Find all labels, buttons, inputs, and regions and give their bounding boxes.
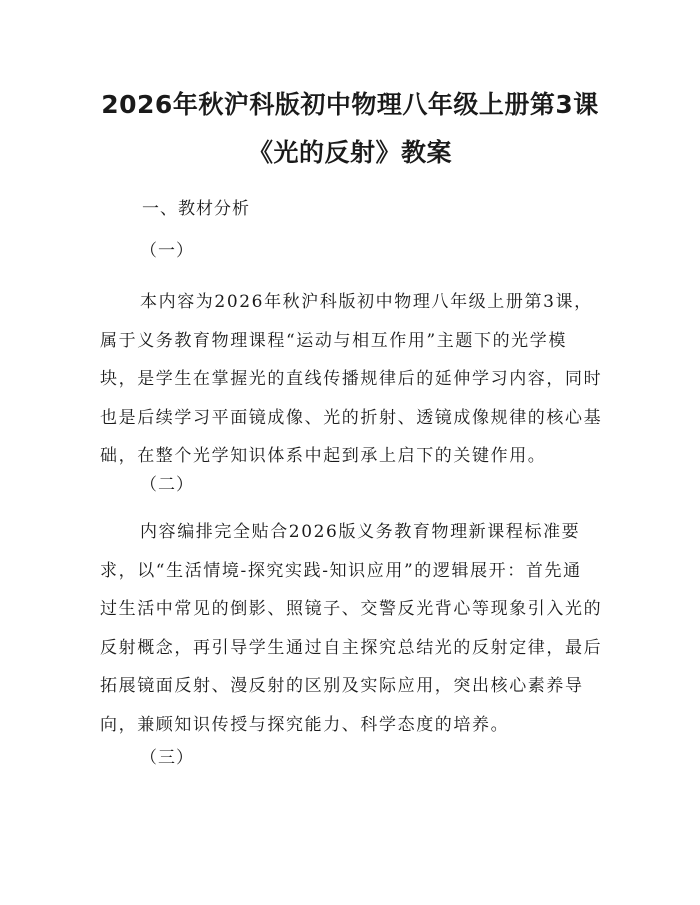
paragraph-2-line: 反射概念，再引导学生通过自主探究总结光的反射定律，最后 — [100, 637, 603, 658]
paragraph-2-line: 拓展镜面反射、漫反射的区别及实际应用，突出核心素养导 — [100, 676, 584, 696]
section-heading-teaching-material-analysis: 一、教材分析 — [142, 199, 250, 219]
paragraph-1-line: 块，是学生在掌握光的直线传播规律后的延伸学习内容，同时 — [100, 369, 603, 389]
paragraph-1-line: 础，在整个光学知识体系中起到承上启下的关键作用。 — [100, 446, 547, 466]
subsection-label-3: （三） — [140, 748, 194, 768]
document-title-line-1: 2026年秋沪科版初中物理八年级上册第3课 — [101, 90, 599, 119]
paragraph-2-line: 求，以“生活情境-探究实践-知识应用”的逻辑展开：首先通 — [100, 560, 582, 581]
subsection-label-1: （一） — [140, 241, 194, 261]
paragraph-1-line: 也是后续学习平面镜成像、光的折射、透镜成像规律的核心基 — [100, 407, 603, 428]
paragraph-1 — [100, 283, 603, 476]
document-title-line-2: 《光的反射》教案 — [247, 138, 452, 167]
paragraph-2-line: 过生活中常见的倒影、照镜子、交警反光背心等现象引入光的 — [100, 599, 603, 619]
paragraph-1-line: 属于义务教育物理课程“运动与相互作用”主题下的光学模 — [100, 330, 567, 351]
paragraph-2-line: 内容编排完全贴合2026版义务教育物理新课程标准要 — [140, 522, 581, 542]
paragraph-2 — [100, 513, 603, 744]
subsection-label-2: （二） — [140, 475, 194, 495]
paragraph-1-line: 本内容为2026年秋沪科版初中物理八年级上册第3课， — [140, 292, 593, 312]
paragraph-2-line: 向，兼顾知识传授与探究能力、科学态度的培养。 — [100, 714, 510, 735]
